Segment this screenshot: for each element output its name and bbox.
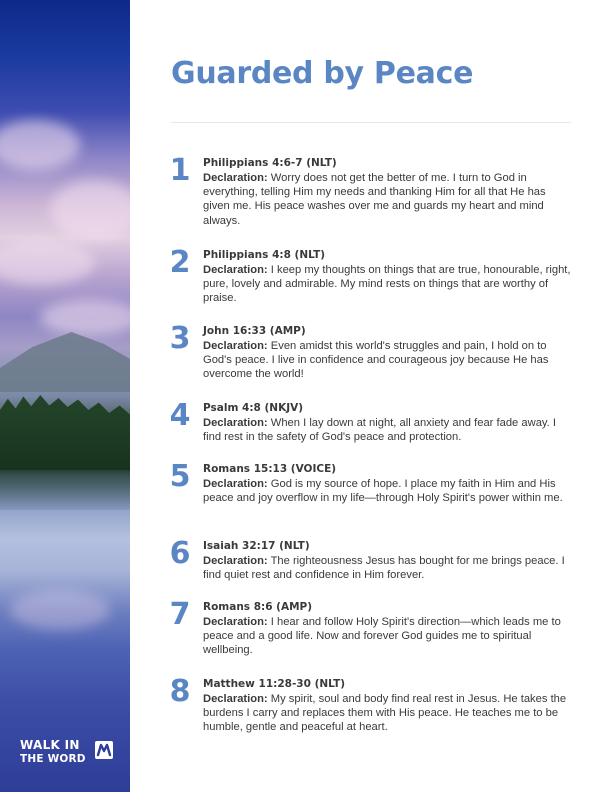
- scripture-reference: Philippians 4:8 (NLT): [203, 249, 326, 261]
- declaration-label: Declaration:: [203, 417, 268, 429]
- declaration-label: Declaration:: [203, 616, 268, 628]
- cloud-shape: [0, 240, 95, 285]
- declaration-text: [203, 477, 575, 505]
- declaration-body: God is my source of hope. I place my faith in Him and His peace and joy overflow in my life—through Holy Spirit's power within me.: [203, 478, 563, 505]
- title-divider: [171, 122, 571, 123]
- declaration-body: Even amidst this world's struggles and pain, I hold on to God's peace. I live in confidence and courageous joy because He has overcome the world!: [203, 340, 549, 381]
- declaration-body: Worry does not get the better of me. I turn to God in everything, telling Him my needs and thanking Him for all that He has given me. His peace washes over me and guards my heart and mind always.: [203, 172, 546, 227]
- declaration-text: [203, 263, 575, 306]
- item-number: 5: [169, 459, 191, 494]
- declaration-text: [203, 416, 575, 444]
- declaration-text: [203, 171, 575, 228]
- scripture-reference: John 16:33 (AMP): [203, 325, 306, 337]
- declaration-body: The righteousness Jesus has bought for me brings peace. I find quiet rest and confidence in Him forever.: [203, 555, 565, 582]
- declaration-text: [203, 339, 575, 382]
- scripture-reference: Matthew 11:28-30 (NLT): [203, 678, 346, 690]
- lake-reflection: [0, 470, 130, 510]
- declaration-body: When I lay down at night, all anxiety and fear fade away. I find rest in the safety of God's peace and protection.: [203, 417, 557, 444]
- cloud-shape: [40, 300, 130, 335]
- declaration-text: [203, 615, 575, 658]
- logo-mark-icon: [93, 739, 115, 761]
- forest-shape: [0, 395, 130, 470]
- declaration-label: Declaration:: [203, 693, 268, 705]
- declaration-label: Declaration:: [203, 478, 268, 490]
- declaration-body: My spirit, soul and body find real rest in Jesus. He takes the burdens I carry and replaces them with His peace. He teaches me to be humble, gentle and peaceful at heart.: [203, 693, 567, 734]
- logo-line-1: WALK IN: [20, 738, 80, 752]
- declaration-label: Declaration:: [203, 555, 268, 567]
- declaration-body: I hear and follow Holy Spirit's direction—which leads me to peace and a good life. Now and forever God guides me to spiritual wellbeing.: [203, 616, 561, 657]
- cloud-shape: [50, 180, 130, 240]
- page-title: Guarded by Peace: [171, 56, 474, 91]
- declaration-text: [203, 692, 575, 735]
- scripture-reference: Romans 8:6 (AMP): [203, 601, 313, 613]
- scripture-reference: Isaiah 32:17 (NLT): [203, 540, 310, 552]
- item-number: 1: [169, 153, 191, 188]
- cloud-shape: [0, 120, 80, 170]
- item-number: 8: [169, 674, 191, 709]
- declaration-label: Declaration:: [203, 172, 268, 184]
- mountain-shape: [0, 332, 130, 392]
- item-number: 2: [169, 245, 191, 280]
- declaration-label: Declaration:: [203, 264, 268, 276]
- scripture-reference: Philippians 4:6-7 (NLT): [203, 157, 337, 169]
- item-number: 7: [169, 597, 191, 632]
- logo-line-2: THE WORD: [20, 753, 86, 765]
- cloud-reflection: [10, 590, 110, 630]
- scripture-reference: Psalm 4:8 (NKJV): [203, 402, 304, 414]
- scripture-reference: Romans 15:13 (VOICE): [203, 463, 337, 475]
- item-number: 6: [169, 536, 191, 571]
- item-number: 3: [169, 321, 191, 356]
- declaration-text: [203, 554, 575, 582]
- walk-in-the-word-logo: [20, 738, 120, 768]
- item-number: 4: [169, 398, 191, 433]
- declaration-body: I keep my thoughts on things that are true, honourable, right, pure, lovely and admirable. My mind rests on things that are worthy of praise.: [203, 264, 571, 305]
- declaration-label: Declaration:: [203, 340, 268, 352]
- landscape-photo: [0, 0, 130, 792]
